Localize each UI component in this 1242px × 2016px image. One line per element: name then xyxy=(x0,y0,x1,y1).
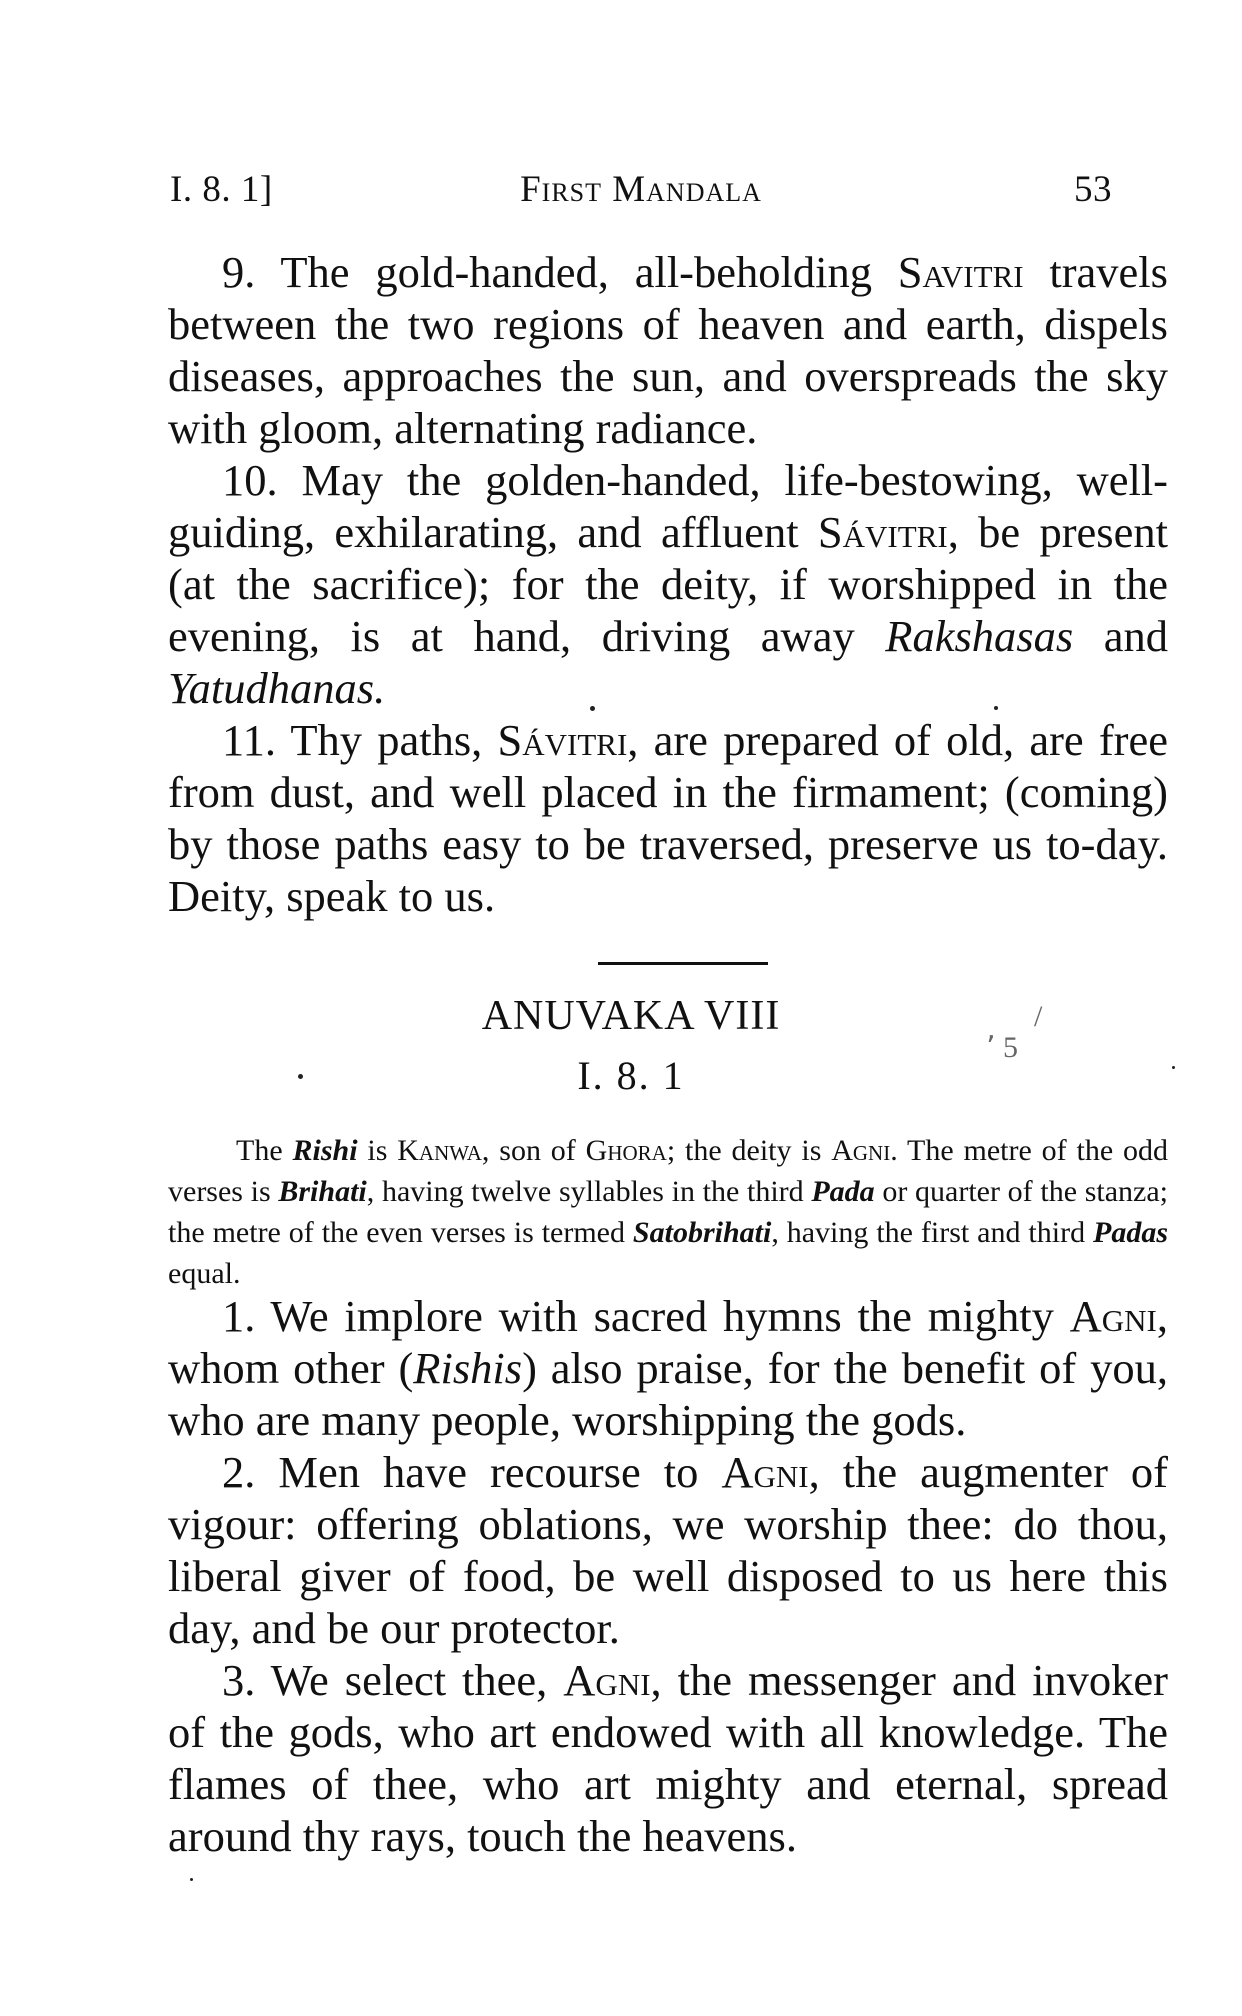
name: Ghora xyxy=(585,1134,667,1167)
hymn-reference: I. 8. 1 xyxy=(577,1053,685,1098)
italic-term: Rishi xyxy=(292,1134,358,1167)
verse-number: 3. xyxy=(222,1655,256,1705)
verse-10 xyxy=(168,454,1168,714)
deity-name: Agni xyxy=(721,1447,809,1497)
deity-name: Agni xyxy=(831,1134,891,1167)
print-speck xyxy=(590,706,595,711)
italic-term: Rakshasas xyxy=(885,611,1074,661)
verses-top xyxy=(168,246,1168,922)
verse-text: , be present (at the sacrifice); for the deity, if worshipped in the evening, is at hand, driving away xyxy=(168,507,1168,661)
margin-mark: / xyxy=(1034,1000,1043,1033)
verse-number: 2. xyxy=(222,1447,256,1497)
section-heading: ANUVAKA VIII xyxy=(481,993,781,1039)
italic-term: Satobrihati xyxy=(632,1216,772,1249)
intro-text: or quarter of the stanza; the metre of the even verses is termed xyxy=(168,1175,1168,1249)
italic-term: Pada xyxy=(811,1175,875,1208)
name: Kanwa xyxy=(397,1134,482,1167)
verse-text: travels between the two regions of heaven and earth, dispels diseases, approaches the sun, and overspreads the sky with gloom, alternating radiance. xyxy=(168,247,1168,453)
verse-9 xyxy=(168,246,1168,454)
margin-mark: ٬ 5 xyxy=(986,1031,1019,1064)
intro-text: . The metre of the odd verses is xyxy=(168,1134,1169,1208)
running-title: First Mandala xyxy=(520,169,762,210)
verse-text: Men have recourse to xyxy=(278,1447,722,1497)
verse-number: 9. xyxy=(222,247,256,297)
section-reference: I. 8. 1] xyxy=(170,169,273,210)
intro-text: , son of xyxy=(481,1134,586,1167)
print-speck xyxy=(1172,1066,1175,1069)
deity-name: Savitri xyxy=(897,247,1024,297)
page-number: 53 xyxy=(1074,169,1112,210)
verse-text: May the golden-handed, life-bestowing, well-guiding, exhilarating, and affluent xyxy=(168,455,1168,557)
verse-11 xyxy=(168,714,1168,922)
italic-term: Rishis xyxy=(413,1343,523,1393)
print-speck xyxy=(994,706,998,710)
verse-1 xyxy=(168,1290,1168,1446)
intro-text: ; the deity is xyxy=(666,1134,832,1167)
intro-text: , having twelve syllables in the third xyxy=(366,1175,812,1208)
verse-text: , the augmenter of vigour: offering oblations, we worship thee: do thou, liberal giver of food, be well disposed to us here this day, and be our protector. xyxy=(168,1447,1168,1653)
verse-3 xyxy=(168,1654,1168,1862)
verse-text: ) also praise, for the benefit of you, who are many people, worshipping the gods. xyxy=(168,1343,1168,1445)
verse-number: 10. xyxy=(222,455,278,505)
verse-text: Thy paths, xyxy=(290,715,498,765)
italic-term: Yatudhanas. xyxy=(168,663,386,713)
deity-name: Agni xyxy=(563,1655,651,1705)
italic-term: Brihati xyxy=(278,1175,367,1208)
verse-text: , whom other ( xyxy=(168,1291,1168,1393)
deity-name: Agni xyxy=(1069,1291,1157,1341)
running-header xyxy=(170,168,1112,218)
print-speck xyxy=(298,1074,303,1079)
print-speck xyxy=(190,1878,193,1881)
verse-text: We implore with sacred hymns the mighty xyxy=(270,1291,1070,1341)
section-divider xyxy=(598,962,768,965)
deity-name: Sávitri xyxy=(817,507,948,557)
verse-number: 11. xyxy=(222,715,276,765)
verse-text: , the messenger and invoker of the gods, who art endowed with all knowledge. The flames of thee, who art mighty and eternal, spread around thy rays, touch the heavens. xyxy=(168,1655,1169,1861)
deity-name: Sávitri xyxy=(497,715,628,765)
intro-text: equal. xyxy=(168,1257,241,1290)
italic-term: Padas xyxy=(1093,1216,1168,1249)
verse-2 xyxy=(168,1446,1168,1654)
verse-text: and xyxy=(1073,611,1168,661)
intro-text: is xyxy=(357,1134,398,1167)
intro-text: The xyxy=(236,1134,293,1167)
verses-bottom xyxy=(168,1290,1168,1862)
verse-text: The gold-handed, all-beholding xyxy=(280,247,898,297)
verse-text: We select thee, xyxy=(270,1655,564,1705)
hymn-introduction xyxy=(168,1130,1168,1294)
verse-text: , are prepared of old, are free from dust, and well placed in the firmament; (coming) by those paths easy to be traversed, preserve us to-day. Deity, speak to us. xyxy=(168,715,1168,921)
verse-number: 1. xyxy=(222,1291,256,1341)
intro-text: , having the first and third xyxy=(771,1216,1093,1249)
